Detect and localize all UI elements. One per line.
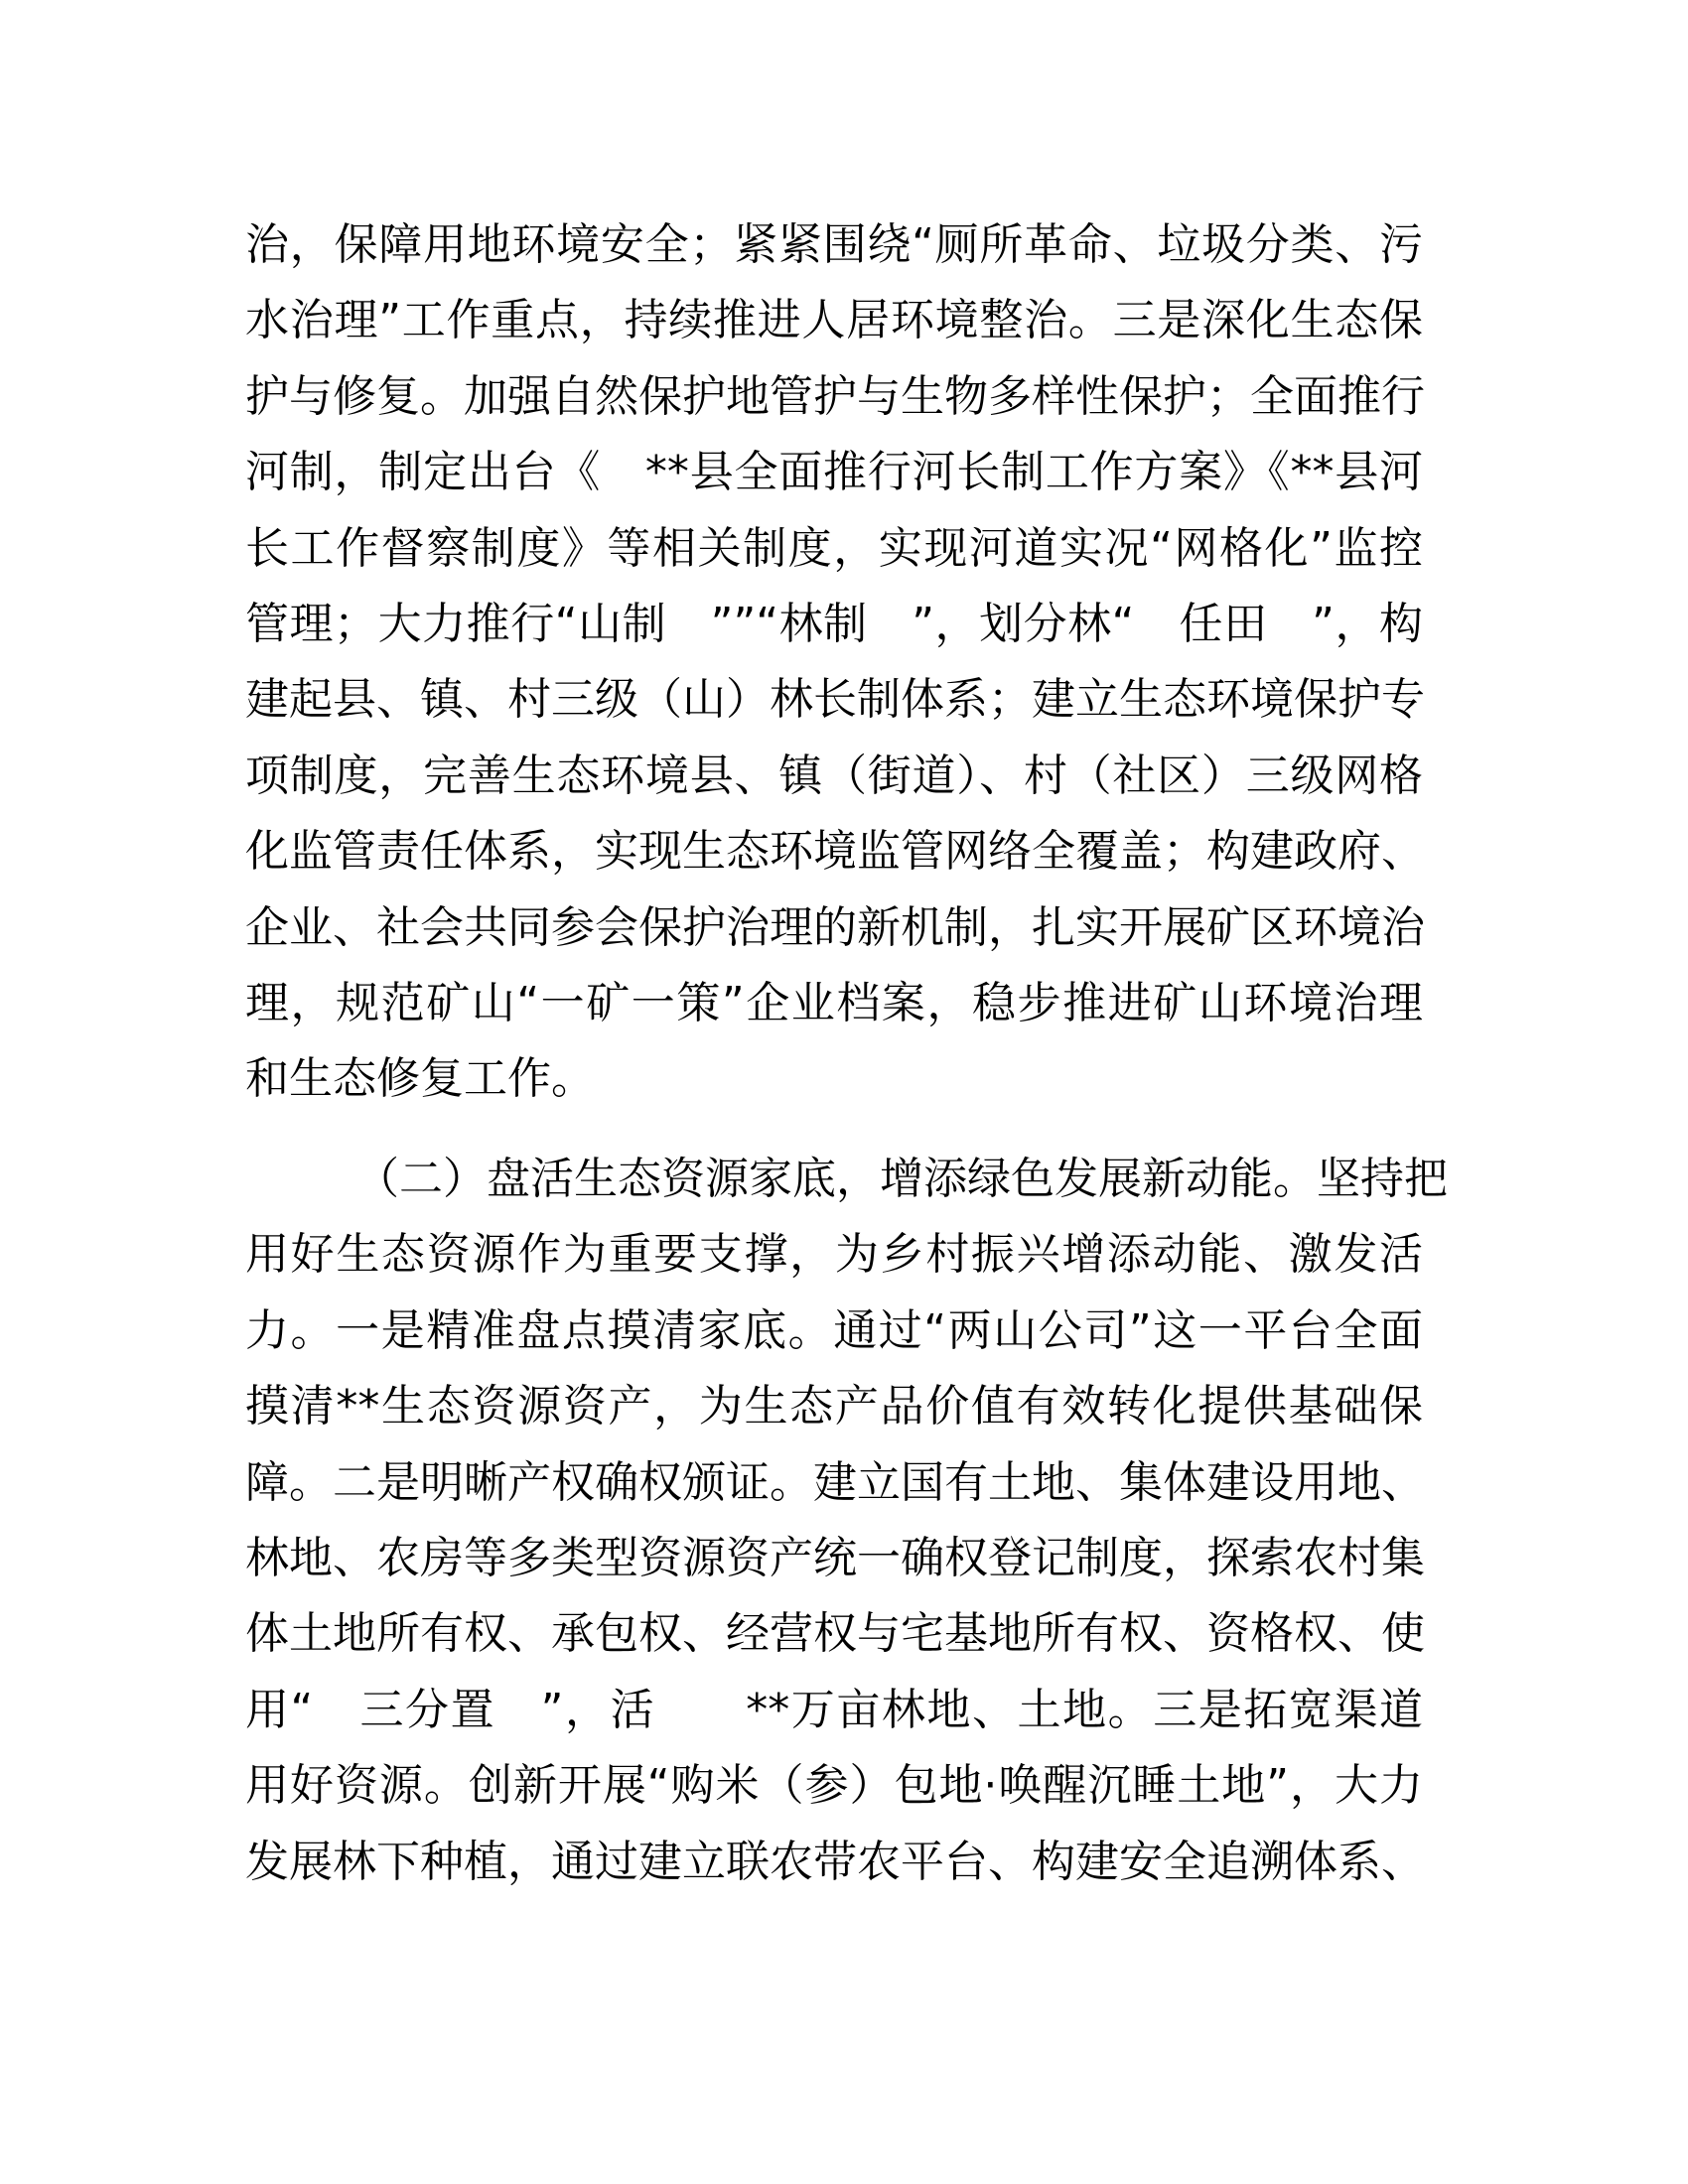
paragraph-2-line: 体土地所有权、承包权、经营权与宅基地所有权、资格权、使 [245,1608,1425,1660]
paragraph-1-line: 长工作督察制度》等相关制度，实现河道实况“网格化”监控 [245,522,1423,574]
paragraph-2-line: 用好生态资源作为重要支撑，为乡村振兴增添动能、激发活 [245,1229,1423,1281]
paragraph-2-line: 林地、农房等多类型资源资产统一确权登记制度，探索农村集 [245,1533,1425,1583]
paragraph-1-line: 理，规范矿山“一矿一策”企业档案，稳步推进矿山环境治理 [245,978,1423,1028]
paragraph-2-line: 障。二是明晰产权确权颁证。建立国有土地、集体建设用地、 [245,1456,1425,1508]
paragraph-2-line: 力。一是精准盘点摸清家底。通过“两山公司”这一平台全面 [245,1304,1423,1356]
paragraph-1-line: 河制，制定出台《 **县全面推行河长制工作方案》《**县河 [245,447,1423,498]
paragraph-2-line: 发展林下种植，通过建立联农带农平台、构建安全追溯体系、 [245,1836,1425,1887]
paragraph-1-line: 和生态修复工作。 [245,1053,595,1105]
paragraph-2-line: 用“ 三分置 ”，活 **万亩林地、土地。三是拓宽渠道 [245,1684,1423,1735]
paragraph-1-line: 化监管责任体系，实现生态环境监管网络全覆盖；构建政府、 [245,826,1425,878]
paragraph-1-line: 企业、社会共同参会保护治理的新机制，扎实开展矿区环境治 [245,901,1425,953]
paragraph-2-line: 用好资源。创新开展“购米（参）包地·唤醒沉睡土地”，大力 [245,1760,1423,1812]
paragraph-2-line: 摸清**生态资源资产，为生态产品价值有效转化提供基础保 [245,1381,1423,1433]
paragraph-1-line: 建起县、镇、村三级（山）林长制体系；建立生态环境保护专 [245,674,1425,726]
paragraph-1-line: 项制度，完善生态环境县、镇（街道）、村（社区）三级网格 [245,750,1423,801]
paragraph-1-line: 水治理”工作重点，持续推进人居环境整治。三是深化生态保 [245,295,1423,346]
paragraph-1-line: 治，保障用地环境安全；紧紧围绕“厕所革命、垃圾分类、污 [245,219,1423,270]
paragraph-1-line: 管理；大力推行“山制 ””“林制 ”，划分林“ 任田 ”，构 [245,599,1423,649]
paragraph-2-line: （二）盘活生态资源家底，增添绿色发展新动能。坚持把 [355,1154,1448,1204]
paragraph-1-line: 护与修复。加强自然保护地管护与生物多样性保护；全面推行 [245,370,1425,422]
